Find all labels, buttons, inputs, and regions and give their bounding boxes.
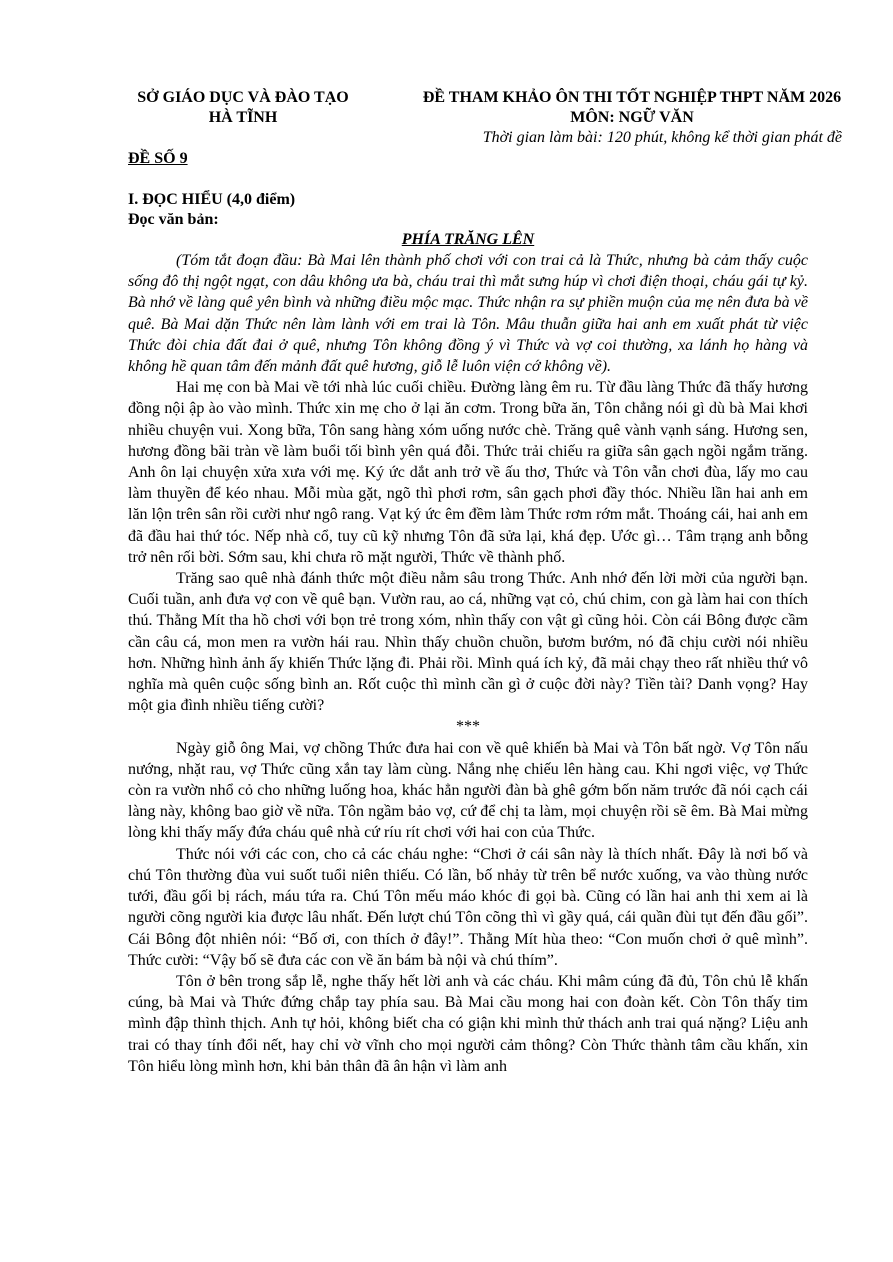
- exam-header: [392, 88, 872, 128]
- story-body: [128, 250, 808, 1077]
- story-paragraph: Ngày giỗ ông Mai, vợ chồng Thức đưa hai con về quê khiến bà Mai và Tôn bất ngờ. Vợ Tôn nấu nướng, nhặt rau, vợ Thức cũng xắn tay làm cùng. Nắng nhẹ chiếu lên hàng cau. Khi ngơi việc, vợ Thức còn ra vườn nhổ cỏ cho những luống hoa, khác hẳn người đàn bà ghê gớm bốn năm trước đã nói cạch cái làng này, không bao giờ về nữa. Tôn ngầm bảo vợ, cứ để chị ta làm, mọi chuyện rồi sẽ êm. Bà Mai mừng lòng khi thấy mấy đứa cháu quê nhà cứ ríu rít chơi với hai con của Thức.: [128, 739, 808, 842]
- story-summary: (Tóm tắt đoạn đầu: Bà Mai lên thành phố chơi với con trai cả là Thức, nhưng bà cảm thấy cuộc sống đô thị ngột ngạt, con dâu không ưa bà, cháu trai thì mắt sưng húp vì chơi điện thoại, cháu gái tự kỷ. Bà nhớ về làng quê yên bình và những điều mộc mạc. Thức nhận ra sự phiền muộn của mẹ nên đưa bà về quê. Bà Mai dặn Thức nên làm lành với em trai là Tôn. Mâu thuẫn giữa hai anh em xuất phát từ việc Thức đòi chia đất đai ở quê, nhưng Tôn không đồng ý vì Thức và vợ coi thường, xa lánh họ hàng và không hề quan tâm đến mảnh đất quê hương, giỗ lễ luôn viện cớ không về).: [128, 252, 808, 376]
- story-paragraph: Tôn ở bên trong sắp lễ, nghe thấy hết lời anh và các cháu. Khi mâm cúng đã đủ, Tôn chủ lễ khấn cúng, bà Mai và Thức đứng chắp tay phía sau. Bà Mai cầu mong hai con đoàn kết. Còn Tôn thấy tim mình đập thình thịch. Anh tự hỏi, không biết cha có giận khi mình thử thách anh trai quá nặng? Liệu anh trai có thay tính đổi nết, hay chỉ vờ vĩnh cho mọi người cảm thông? Còn Thức thành tâm cầu khấn, xin Tôn hiểu lòng mình hơn, khi bản thân đã ân hận vì làm anh: [128, 972, 808, 1075]
- story-paragraph: Trăng sao quê nhà đánh thức một điều nằm sâu trong Thức. Anh nhớ đến lời mời của người bạn. Cuối tuần, anh đưa vợ con về quê bạn. Vườn rau, ao cá, những vạt cỏ, chú chim, con gà làm hai con thích thú. Thằng Mít tha hồ chơi với bọn trẻ trong xóm, nhìn thấy con vật gì cũng hỏi. Còn cái Bông được cầm cần câu cá, mon men ra vườn hái rau. Nhìn thấy chuồn chuồn, bươm bướm, nó đã chịu cười nói nhiều hơn. Những hình ảnh ấy khiến Thức lặng đi. Phải rồi. Mình quá ích kỷ, đã mải chạy theo rất nhiều thứ vô nghĩa mà quên cuộc sống bình an. Rốt cuộc thì mình cần gì ở cuộc đời này? Tiền tài? Danh vọng? Hay một gia đình nhiều tiếng cười?: [128, 570, 808, 715]
- department-name: SỞ GIÁO DỤC VÀ ĐÀO TẠO: [137, 89, 349, 106]
- section-heading: I. ĐỌC HIỂU (4,0 điểm): [128, 191, 296, 208]
- department-header: [108, 88, 378, 128]
- exam-number: ĐỀ SỐ 9: [128, 150, 188, 167]
- story-paragraph: Hai mẹ con bà Mai về tới nhà lúc cuối chiều. Đường làng êm ru. Từ đầu làng Thức đã thấy hương đồng nội ập ào vào mình. Thức xin mẹ cho ở lại ăn cơm. Trong bữa ăn, Tôn chẳng nói gì dù bà Mai khơi nhiều chuyện vui. Xong bữa, Tôn sang hàng xóm uống nước chè. Trăng quê vành vạnh sáng. Hương sen, hương đồng bãi tràn về làm buổi tối bình yên quá đỗi. Thức trải chiếu ra giữa sân gạch ngồi ngắm trăng. Anh ôn lại chuyện xửa xưa với mẹ. Ký ức dắt anh trở về ấu thơ, Thức và Tôn vẫn chơi đùa, lấy mo cau làm thuyền để kéo nhau. Mỗi mùa gặt, ngõ thì phơi rơm, sân gạch phơi đầy thóc. Nhiều lần hai anh em lăn lộn trên sân rồi cười như ngô rang. Vạt ký ức êm đềm làm Thức rơm rớm mắt. Thoáng cái, hai anh em đã đầu hai thứ tóc. Nếp nhà cổ, tuy cũ kỹ nhưng Tôn đã sửa lại, khá đẹp. Ước gì… Tâm trạng anh bỗng trở nên rối bời. Sớm sau, khi chưa rõ mặt người, Thức về thành phố.: [128, 379, 808, 566]
- reading-section: [128, 190, 295, 230]
- story-title: PHÍA TRĂNG LÊN: [401, 231, 535, 248]
- time-note: Thời gian làm bài: 120 phút, không kể thời gian phát đề: [482, 129, 842, 146]
- section-instruction: Đọc văn bản:: [128, 211, 219, 228]
- section-separator: ***: [456, 718, 480, 736]
- story-paragraph: Thức nói với các con, cho cả các cháu nghe: “Chơi ở cái sân này là thích nhất. Đây là nơi bố và chú Tôn thường đùa vui suốt tuổi niên thiếu. Có lần, bố nhảy từ trên bể nước xuống, va vào thùng nước tưới, đầu gối bị rách, máu tứa ra. Chú Tôn mếu máo khóc đi gọi bà. Cũng có lần hai anh thi xem ai là người cõng người kia được lâu nhất. Đến lượt chú Tôn cõng thì vì gầy quá, cái quần đùi tụt đến đầu gối”. Cái Bông đột nhiên nói: “Bố ơi, con thích ở đây!”. Thằng Mít hùa theo: “Con muốn chơi ở quê mình”. Thức cười: “Vậy bố sẽ đưa các con về ăn bám bà nội và chú thím”.: [128, 845, 808, 969]
- subject-name: MÔN: NGỮ VĂN: [570, 109, 694, 126]
- province-name: HÀ TĨNH: [208, 109, 278, 126]
- exam-title: ĐỀ THAM KHẢO ÔN THI TỐT NGHIỆP THPT NĂM 2026: [422, 89, 842, 106]
